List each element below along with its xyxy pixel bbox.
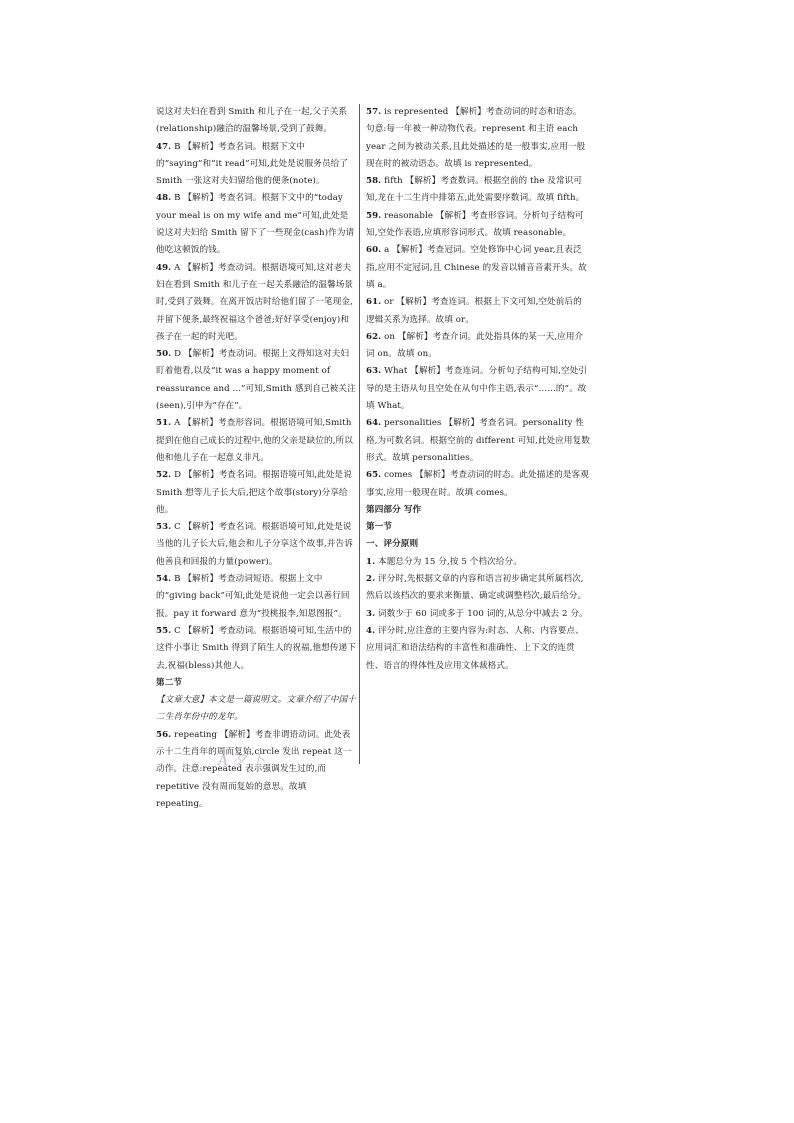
left-column bbox=[156, 104, 356, 813]
answer-text: on 【解析】考查介词。此处指具体的某一天,应用介词 on。故填 on。 bbox=[366, 331, 584, 360]
question-number: 62. bbox=[366, 331, 382, 342]
answer-item bbox=[156, 190, 356, 259]
answer-item bbox=[366, 554, 590, 571]
answer-item bbox=[366, 329, 590, 364]
question-number: 65. bbox=[366, 470, 382, 481]
question-number: 53. bbox=[156, 522, 172, 533]
question-number: 50. bbox=[156, 349, 172, 360]
answer-text: repeating 【解析】考查非谓语动词。此处表示十二生肖年的周而复始,circle 发出 repeat 这一动作。注意:repeated 表示强调发生过的,而 repetitive 没有周而复始的意思。故填 repeating。 bbox=[156, 729, 352, 809]
answer-item bbox=[156, 104, 356, 139]
answer-item bbox=[366, 415, 590, 467]
question-number: 1. bbox=[366, 556, 376, 567]
answer-item bbox=[366, 571, 590, 606]
answer-text: D 【解析】考查动词。根据上文得知这对夫妇盯着他看,以及“it was a happy moment of reassurance and ...”可知,Smith 感到自己被关注(seen),引申为“存在”。 bbox=[156, 349, 356, 412]
answer-text: comes 【解析】考查动词的时态。此处描述的是客观事实,应用一般现在时。故填 comes。 bbox=[366, 470, 589, 498]
answer-item bbox=[366, 623, 590, 675]
answer-item bbox=[156, 139, 356, 191]
question-number: 55. bbox=[156, 625, 172, 636]
question-number: 48. bbox=[156, 193, 172, 204]
answer-text: or 【解析】考查连词。根据上下文可知,空处前后的逻辑关系为选择。故填 or。 bbox=[366, 297, 582, 325]
answer-text: A 【解析】考查形容词。根据语境可知,Smith 提到在他自己成长的过程中,他的父亲是缺位的,所以他和他儿子在一起意义非凡。 bbox=[156, 418, 353, 463]
answer-item bbox=[156, 623, 356, 675]
question-number: 49. bbox=[156, 262, 172, 273]
answer-text: 本题总分为 15 分,按 5 个档次给分。 bbox=[378, 556, 522, 567]
column-divider bbox=[359, 104, 360, 764]
article-summary: 【文章大意】本文是一篇说明文。文章介绍了中国十二生肖年份中的龙年。 bbox=[156, 695, 356, 723]
question-number: 64. bbox=[366, 418, 382, 429]
answer-item bbox=[366, 208, 590, 243]
answer-item bbox=[156, 415, 356, 467]
question-number: 51. bbox=[156, 418, 172, 429]
question-number: 56. bbox=[156, 729, 172, 740]
answer-text: fifth 【解析】考查数词。根据空前的 the 及常识可知,龙在十二生肖中排第五,此处需要序数词。故填 fifth。 bbox=[366, 176, 585, 204]
answer-text: is represented 【解析】考查动词的时态和语态。句意:每一年被一种动物代表。represent 和主语 each year 之间为被动关系,且此处描述的是一般事实,应用一般现在时的被动语态。故填 is represented。 bbox=[366, 107, 586, 169]
answer-item bbox=[366, 606, 590, 623]
answer-text: What 【解析】考查连词。分析句子结构可知,空处引导的是主语从句且空处在从句中作主语,表示“……的”。故填 What。 bbox=[366, 366, 587, 412]
answer-text: reasonable 【解析】考查形容词。分析句子结构可知,空处作表语,应填形容词形式。故填 reasonable。 bbox=[366, 210, 584, 239]
answer-text: A 【解析】考查动词。根据语境可知,这对老夫妇在看到 Smith 和儿子在一起关系融洽的温馨场景时,受到了鼓舞。在离开饭店时给他们留了一笔现金,并留下便条,最终祝福这个爸爸;好好享受(enjoy)和孩子在一起的时光吧。 bbox=[156, 262, 354, 342]
answer-item bbox=[156, 260, 356, 346]
answer-text: B 【解析】考查名词。根据下文中的“today your meal is on my wife and me”可知,此处是说这对夫妇给 Smith 留下了一些现金(cash)作为请他吃这顿饭的钱。 bbox=[156, 193, 355, 256]
question-number: 47. bbox=[156, 141, 172, 152]
question-number: 4. bbox=[366, 625, 376, 636]
answer-text: D 【解析】考查名词。根据语境可知,此处是说 Smith 想等儿子长大后,把这个故事(story)分享给他。 bbox=[156, 470, 352, 515]
answer-text: personalities 【解析】考查名词。personality 性格,为可数名词。根据空前的 different 可知,此处应用复数形式。故填 personalities。 bbox=[366, 418, 590, 463]
question-number: 3. bbox=[366, 608, 376, 619]
section-heading: 一、评分原则 bbox=[366, 539, 419, 550]
right-column bbox=[366, 104, 590, 675]
answer-text: a 【解析】考查冠词。空处修饰中心词 year,且表泛指,应用不定冠词,且 Chinese 的发音以辅音音素开头。故填 a。 bbox=[366, 245, 587, 290]
question-number: 63. bbox=[366, 366, 382, 377]
answer-item bbox=[366, 294, 590, 329]
question-number: 2. bbox=[366, 574, 376, 585]
question-number: 57. bbox=[366, 107, 382, 117]
answer-item bbox=[366, 467, 590, 502]
answer-text: B 【解析】考查动词短语。根据上文中的“giving back”可知,此处是说他一定会以善行回报。pay it forward 意为“投桃报李,知恩图报”。 bbox=[156, 574, 350, 619]
answer-text: 词数少于 60 词或多于 100 词的,从总分中减去 2 分。 bbox=[378, 608, 588, 619]
question-number: 52. bbox=[156, 470, 172, 481]
question-number: 54. bbox=[156, 574, 172, 585]
answer-item bbox=[156, 571, 356, 623]
answer-text: C 【解析】考查动词。根据语境可知,生活中的这件小事让 Smith 得到了陌生人的祝福,他想传递下去,祝福(bless)其他人。 bbox=[156, 625, 356, 671]
answer-text: 评分时,先根据文章的内容和语言初步确定其所属档次,然后以该档次的要求来衡量、确定或调整档次,最后给分。 bbox=[366, 574, 587, 602]
question-number: 58. bbox=[366, 176, 382, 187]
answer-text: C 【解析】考查名词。根据语境可知,此处是说当他的儿子长大后,他会和儿子分享这个故事,并告诉他善良和回报的力量(power)。 bbox=[156, 522, 353, 567]
section-heading: 第二节 bbox=[156, 677, 183, 688]
answer-text: B 【解析】考查名词。根据下文中的“saying”和“it read”可知,此处是说服务员给了 Smith 一张这对夫妇留给他的便条(note)。 bbox=[156, 141, 349, 187]
answer-item bbox=[156, 519, 356, 571]
answer-item bbox=[156, 346, 356, 415]
answer-text: 评分时,应注意的主要内容为:时态、人称、内容要点、应用词汇和语法结构的丰富性和准确性、上下文的连贯性、语言的得体性及应用文体裁格式。 bbox=[366, 625, 584, 671]
answer-item bbox=[366, 104, 590, 173]
answer-item bbox=[156, 467, 356, 519]
question-number: 59. bbox=[366, 210, 382, 221]
question-number: 61. bbox=[366, 297, 382, 308]
answer-item bbox=[366, 363, 590, 415]
question-number: 60. bbox=[366, 245, 382, 256]
answer-text: 说这对夫妇在看到 Smith 和儿子在一起,父子关系(relationship)融洽的温馨场景,受到了鼓舞。 bbox=[156, 107, 348, 135]
section-heading: 第一节 bbox=[366, 522, 393, 533]
answer-item bbox=[366, 242, 590, 294]
watermark-scribble: A 夕 卜 bbox=[218, 753, 266, 769]
section-heading: 第四部分 写作 bbox=[366, 504, 422, 515]
answer-item bbox=[366, 173, 590, 208]
